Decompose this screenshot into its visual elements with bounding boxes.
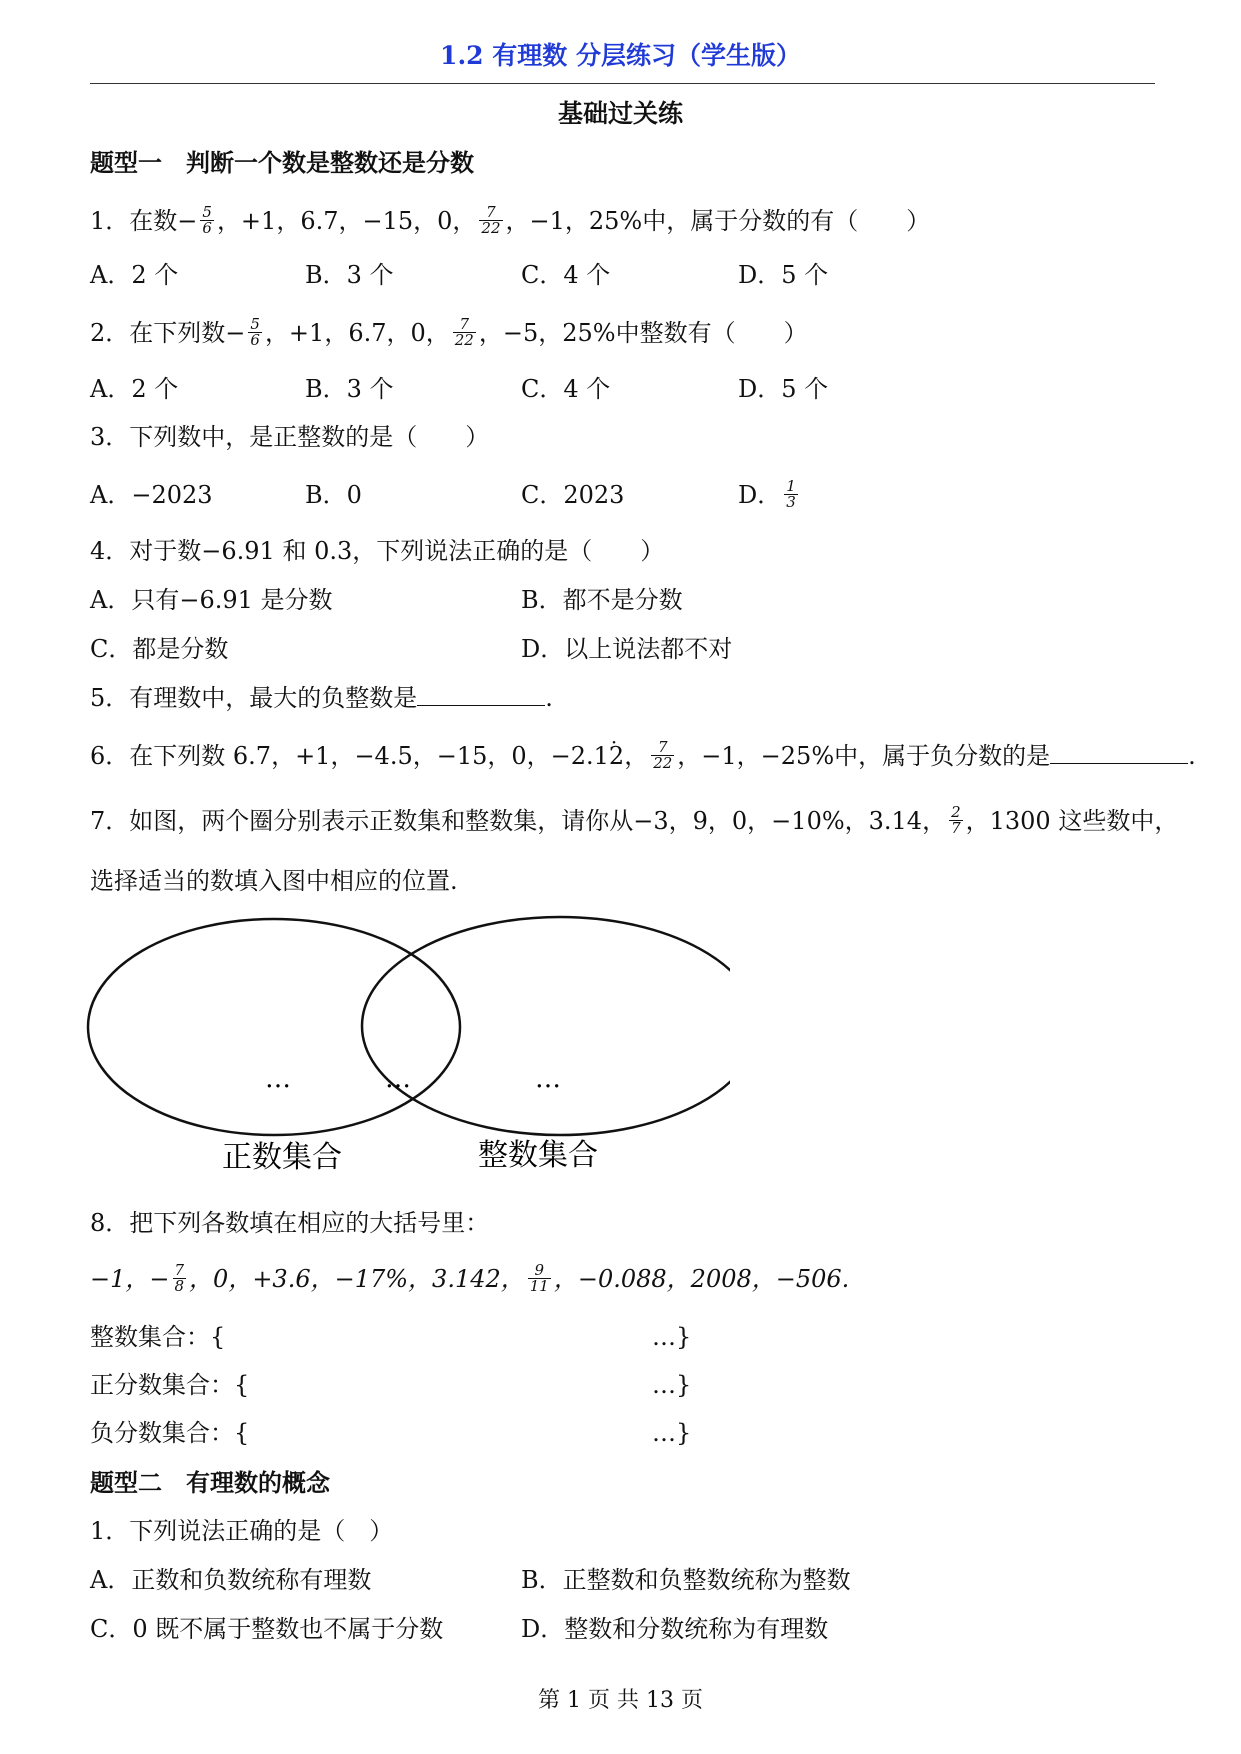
integer-set-line-label: 整数集合：{ (90, 1323, 226, 1351)
question-3: 3．下列数中，是正整数的是（ ） (90, 423, 490, 451)
q4-option-a: A．只有−6.91 是分数 (90, 586, 333, 614)
q1-option-c: C．4 个 (521, 261, 611, 289)
section-title: 基础过关练 (557, 99, 683, 128)
q3-option-d: D． $\frac{1}{3}$ (738, 477, 796, 511)
positive-set-circle (88, 919, 460, 1135)
positive-fraction-set-end: …} (652, 1371, 692, 1399)
venn-right-dots: … (535, 1064, 561, 1094)
venn-middle-dots: … (385, 1064, 411, 1094)
q3-option-a: A．−2023 (90, 481, 213, 509)
type1-heading: 题型一 判断一个数是整数还是分数 (90, 148, 474, 177)
answer-blank[interactable] (1050, 739, 1188, 764)
question-2: 2．在下列数− $\frac{5}{6}$ ，+1，6.7，0， $\frac{7}{22}$ ，−5，25%中整数有（ ） (90, 315, 808, 349)
q4-option-d: D．以上说法都不对 (521, 635, 733, 663)
negative-fraction-set-end: …} (652, 1419, 692, 1447)
q1-option-b: B．3 个 (305, 261, 394, 289)
integer-set-label: 整数集合 (478, 1138, 598, 1173)
fraction: $\frac{7}{8}$ (174, 1261, 185, 1295)
q1-option-d: D．5 个 (738, 261, 829, 289)
page-footer: 第 1 页 共 13 页 (538, 1688, 703, 1713)
fraction: $\frac{5}{6}$ (250, 315, 260, 349)
venn-left-dots: … (265, 1064, 291, 1094)
question-7: 7．如图，两个圈分别表示正数集和整数集，请你从−3，9，0，−10%，3.14， $\frac{2}{7}$ ，1300 这些数中， (90, 803, 1179, 837)
positive-set-label: 正数集合 (222, 1140, 342, 1175)
type2-question-1: 1．下列说法正确的是（ ） (90, 1517, 394, 1545)
q2-option-d: D．5 个 (738, 375, 829, 403)
answer-blank[interactable] (417, 681, 545, 706)
q3-option-c: C．2023 (521, 481, 625, 509)
integer-set-line-end: …} (652, 1323, 692, 1351)
venn-diagram (80, 915, 730, 1185)
t2q1-option-b: B．正整数和负整数统称为整数 (521, 1566, 851, 1594)
question-8: 8．把下列各数填在相应的大括号里： (90, 1209, 490, 1237)
negative-fraction-set-label: 负分数集合：{ (90, 1419, 250, 1447)
document-title: 1.2 有理数 分层练习（学生版） (440, 41, 801, 70)
positive-fraction-set-label: 正分数集合：{ (90, 1371, 250, 1399)
fraction: $\frac{7}{22}$ (653, 738, 673, 772)
fraction: $\frac{7}{22}$ (454, 315, 474, 349)
q2-option-a: A．2 个 (90, 375, 179, 403)
title-divider (90, 83, 1155, 84)
question-4: 4．对于数−6.91 和 0.3，下列说法正确的是（ ） (90, 537, 665, 565)
fraction: $\frac{2}{7}$ (951, 803, 961, 837)
question-6: 6．在下列数 6.7，+1，−4.5，−15，0，−2.1· 2， $\frac{7}{22}$ ，−1，−25%中，属于负分数的是 . (90, 739, 1196, 773)
integer-set-circle (362, 917, 730, 1135)
t2q1-option-d: D．整数和分数统称为有理数 (521, 1615, 829, 1643)
fraction: $\frac{9}{11}$ (529, 1261, 549, 1295)
type2-heading: 题型二 有理数的概念 (90, 1468, 330, 1497)
t2q1-option-c: C．0 既不属于整数也不属于分数 (90, 1615, 444, 1643)
question-5: 5．有理数中，最大的负整数是 . (90, 681, 553, 715)
t2q1-option-a: A．正数和负数统称有理数 (90, 1566, 372, 1594)
q2-option-c: C．4 个 (521, 375, 611, 403)
q1-option-a: A．2 个 (90, 261, 179, 289)
q4-option-c: C．都是分数 (90, 635, 229, 663)
fraction: $\frac{7}{22}$ (481, 203, 501, 237)
fraction: $\frac{5}{6}$ (202, 203, 212, 237)
question-7-line2: 选择适当的数填入图中相应的位置. (90, 867, 458, 895)
q3-option-b: B．0 (305, 481, 362, 509)
question-1: 1．在数− $\frac{5}{6}$ ，+1，6.7，−15，0， $\frac{7}{22}$ ，−1，25%中，属于分数的有（ ） (90, 203, 931, 237)
q2-option-b: B．3 个 (305, 375, 394, 403)
fraction: $\frac{1}{3}$ (786, 477, 796, 511)
q4-option-b: B．都不是分数 (521, 586, 683, 614)
question-8-numbers: −1，− $\frac{7}{8}$ ，0，+3.6，−17%，3.142， $\frac{9}{11}$ ，−0.088，2008，−506. (90, 1261, 850, 1295)
